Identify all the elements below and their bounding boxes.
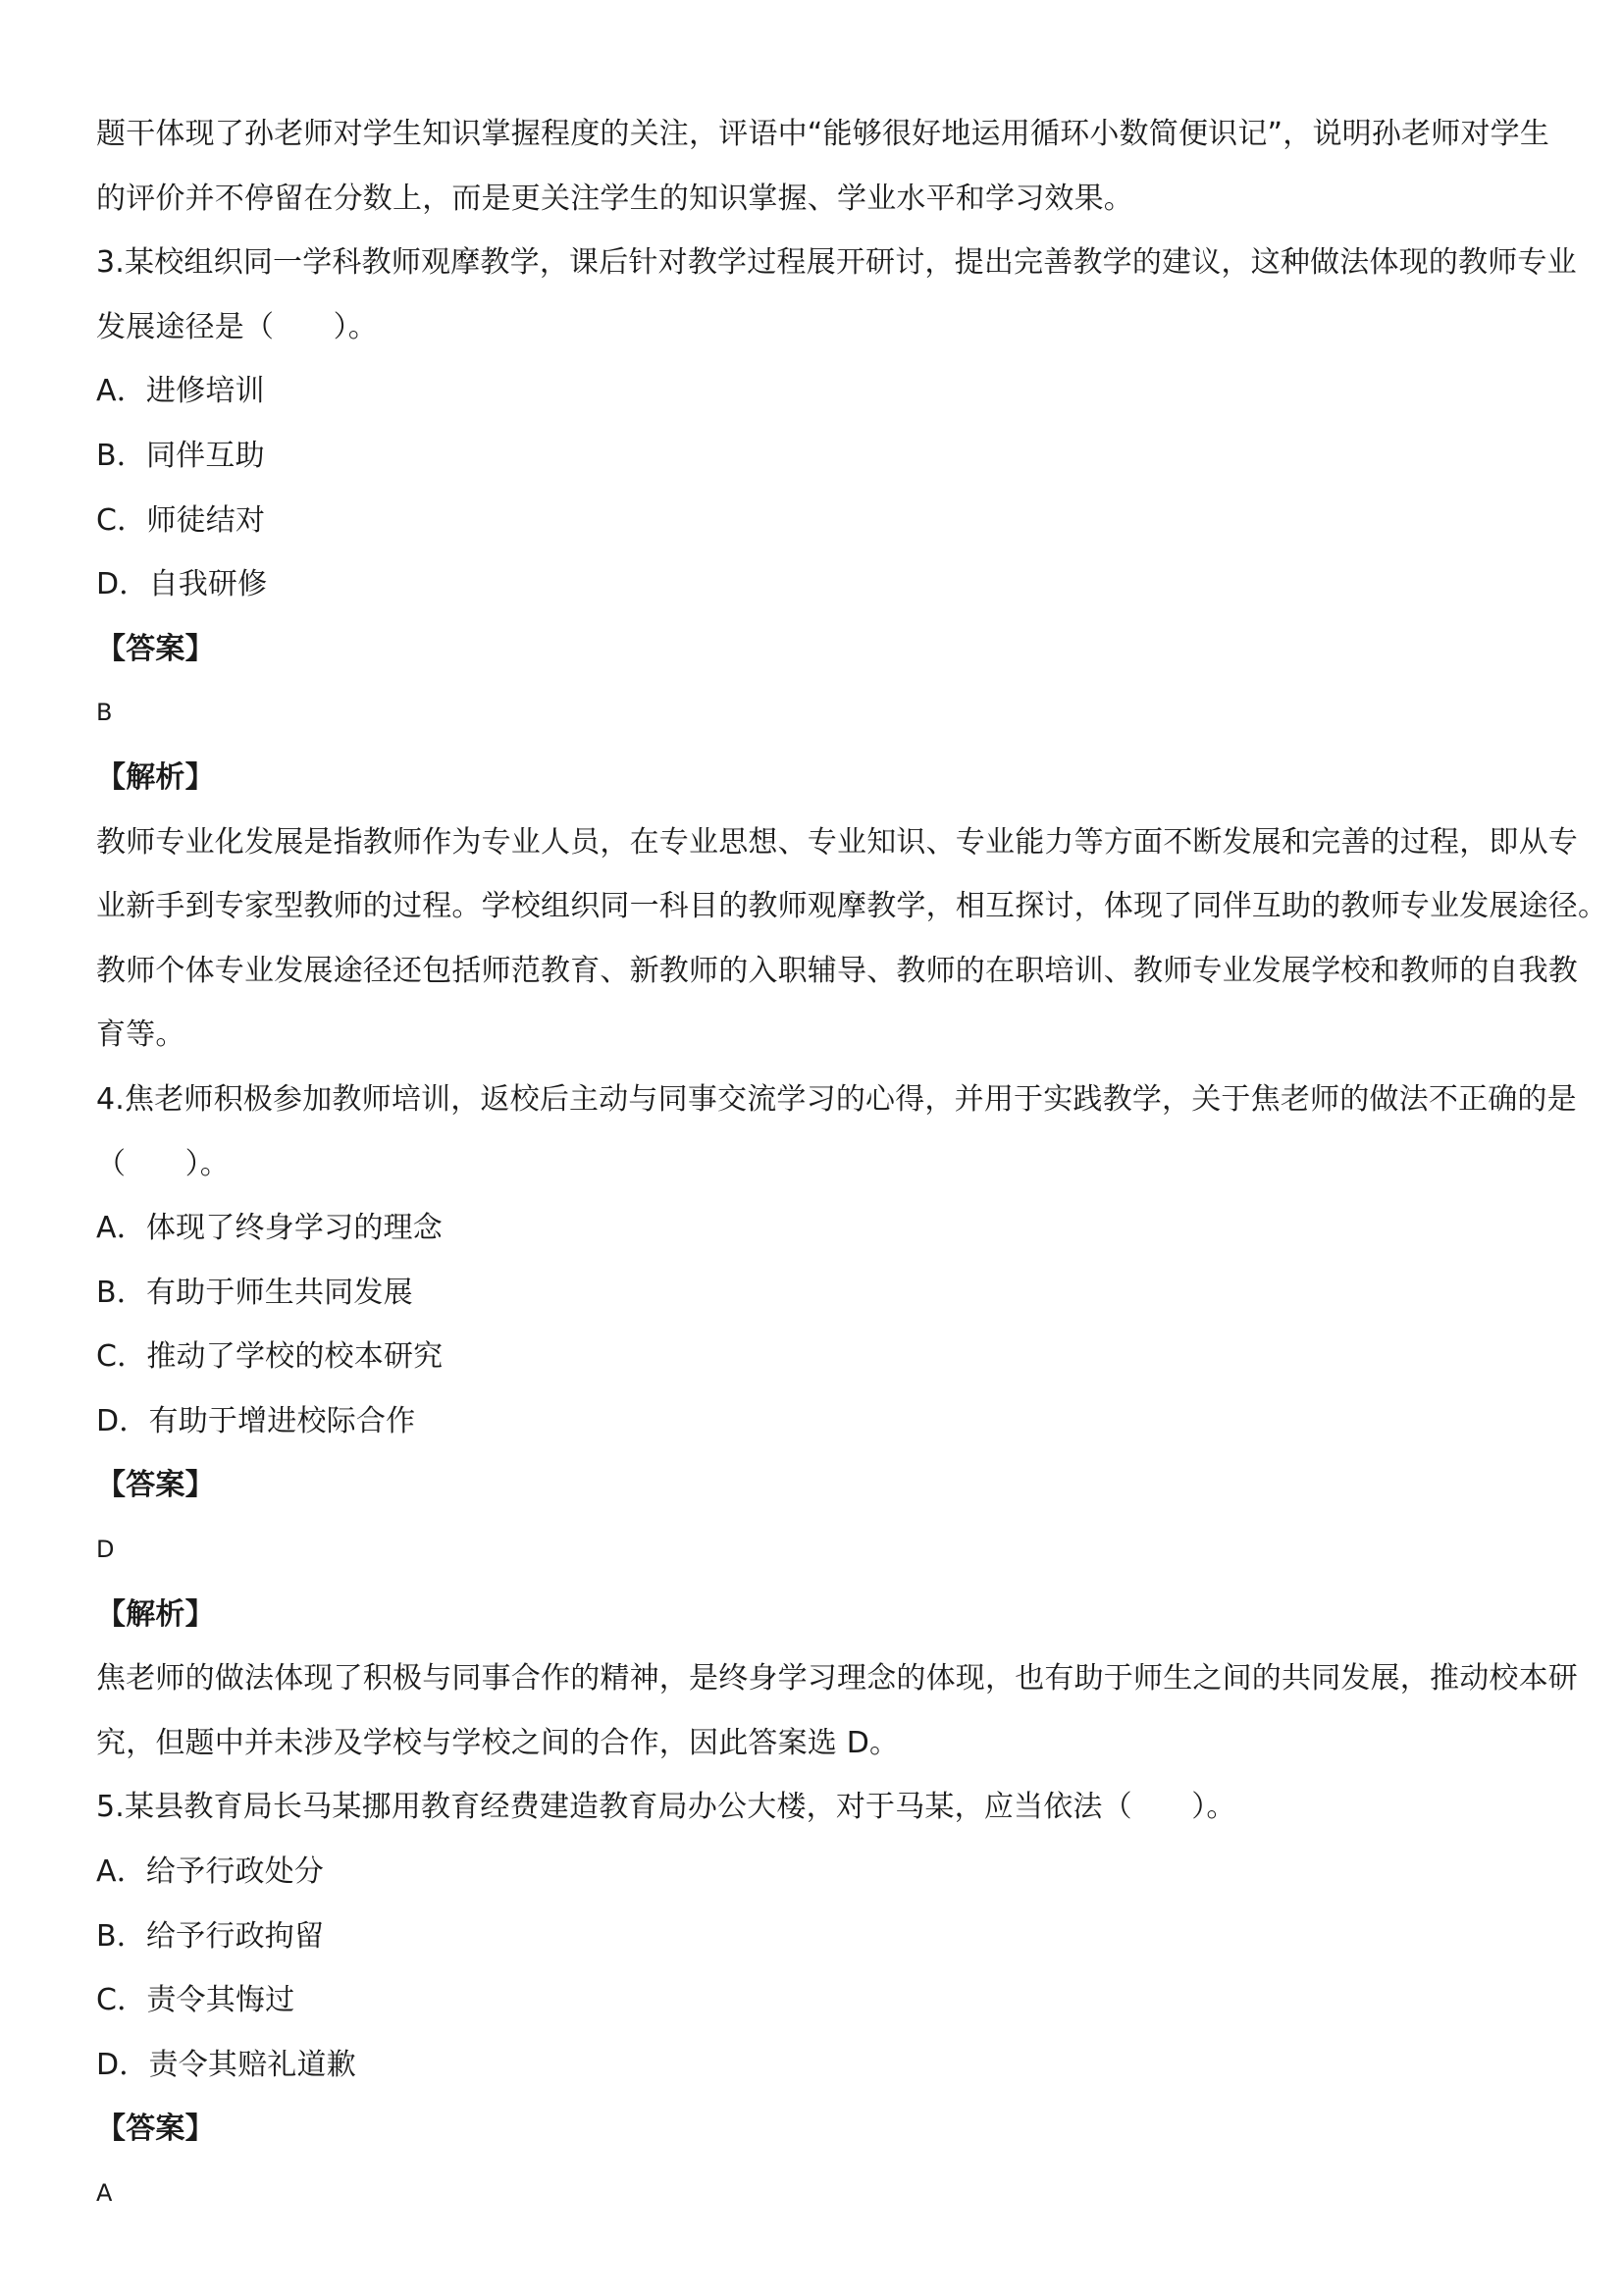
question-3-option-c: C．师徒结对	[96, 502, 266, 538]
question-3-analysis-line-3: 教师个体专业发展途径还包括师范教育、新教师的入职辅导、教师的在职培训、教师专业发展学校和教师的自我教	[96, 953, 1578, 988]
question-5-option-a: A．给予行政处分	[96, 1854, 325, 1890]
question-3-stem-line-1: 3.某校组织同一学科教师观摩教学，课后针对教学过程展开研讨，提出完善教学的建议，这种做法体现的教师专业	[96, 245, 1577, 281]
question-3-analysis-line-1: 教师专业化发展是指教师作为专业人员，在专业思想、专业知识、专业能力等方面不断发展和完善的过程，即从专	[96, 824, 1578, 860]
question-5-answer-label: 【答案】	[96, 2112, 215, 2147]
question-4-answer: D	[96, 1536, 115, 1564]
question-4-stem-line-2: （ ）。	[96, 1146, 230, 1181]
question-4-analysis-line-2: 究，但题中并未涉及学校与学校之间的合作，因此答案选 D。	[96, 1725, 900, 1760]
question-3-answer: B	[96, 699, 113, 727]
intro-line-2: 的评价并不停留在分数上，而是更关注学生的知识掌握、学业水平和学习效果。	[96, 181, 1133, 216]
question-3-analysis-line-2: 业新手到专家型教师的过程。学校组织同一科目的教师观摩教学，相互探讨，体现了同伴互助的教师专业发展途径。	[96, 889, 1608, 924]
question-5-option-c: C．责令其悔过	[96, 1983, 295, 2018]
question-4-option-a: A．体现了终身学习的理念	[96, 1211, 443, 1246]
question-4-stem-line-1: 4.焦老师积极参加教师培训，返校后主动与同事交流学习的心得，并用于实践教学，关于焦老师的做法不正确的是	[96, 1081, 1577, 1117]
intro-line-1: 题干体现了孙老师对学生知识掌握程度的关注，评语中“能够很好地运用循环小数简便识记”，说明孙老师对学生	[96, 117, 1550, 151]
document-page	[96, 102, 1608, 2226]
question-5-stem: 5.某县教育局长马某挪用教育经费建造教育局办公大楼，对于马某，应当依法（ ）。	[96, 1790, 1236, 1825]
question-4-option-c: C．推动了学校的校本研究	[96, 1339, 444, 1375]
question-3-analysis-line-4: 育等。	[96, 1018, 185, 1053]
question-3-answer-label: 【答案】	[96, 631, 215, 666]
question-3-stem-line-2: 发展途径是（ ）。	[96, 309, 378, 344]
question-4-option-d: D．有助于增进校际合作	[96, 1403, 416, 1438]
question-3-analysis-label: 【解析】	[96, 759, 215, 795]
question-4-answer-label: 【答案】	[96, 1468, 215, 1503]
question-3-option-a: A．进修培训	[96, 374, 265, 409]
question-4-analysis-line-1: 焦老师的做法体现了积极与同事合作的精神，是终身学习理念的体现，也有助于师生之间的共同发展，推动校本研	[96, 1661, 1578, 1696]
question-5-option-d: D．责令其赔礼道歉	[96, 2047, 356, 2082]
question-5-option-b: B．给予行政拘留	[96, 1918, 325, 1954]
question-4-option-b: B．有助于师生共同发展	[96, 1275, 413, 1310]
question-3-option-d: D．自我研修	[96, 567, 268, 602]
question-5-answer: A	[96, 2179, 113, 2207]
question-3-option-b: B．同伴互助	[96, 438, 265, 473]
question-4-analysis-label: 【解析】	[96, 1596, 215, 1632]
